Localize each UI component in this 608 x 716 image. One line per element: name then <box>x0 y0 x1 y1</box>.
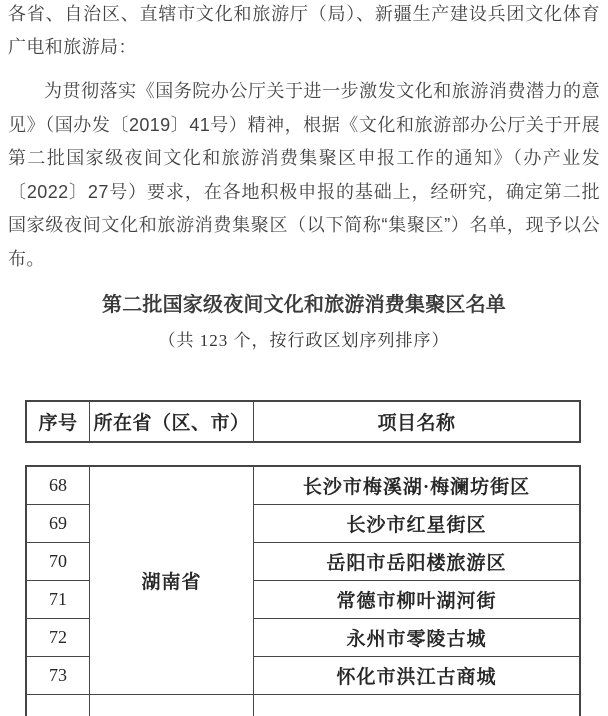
row-serial-number: 68 <box>26 466 90 505</box>
province-cell: 湖南省 <box>90 466 254 695</box>
table-header-row <box>26 401 580 442</box>
row-serial-number: 69 <box>26 505 90 543</box>
table-row <box>26 466 580 505</box>
project-name: 常德市柳叶湖河街 <box>254 581 581 619</box>
project-name: 岳阳市岳阳楼旅游区 <box>254 543 581 581</box>
salutation-line: 各省、自治区、直辖市文化和旅游厅（局）、新疆生产建设兵团文化体育广电和旅游局： <box>8 4 600 57</box>
table-row-partial <box>26 695 580 716</box>
project-name: 长沙市红星街区 <box>254 505 581 543</box>
row-serial-number: 72 <box>26 619 90 657</box>
header-col-serial-number: 序号 <box>26 401 90 442</box>
row-serial-number: 70 <box>26 543 90 581</box>
row-serial-number: 73 <box>26 657 90 695</box>
project-name-empty <box>254 695 581 716</box>
list-subtitle: （共 123 个，按行政区划序列排序） <box>158 331 450 350</box>
body-paragraph: 为贯彻落实《国务院办公厅关于进一步激发文化和旅游消费潜力的意见》（国办发〔2019〕41号）精神，根据《文化和旅游部办公厅关于开展第二批国家级夜间文化和旅游消费集聚区申报工作的通知》（办产业发〔2022〕27号）要求，在各地积极申报的基础上，经研究，确定第二批国家级夜间文化和旅游消费集聚区（以下简称“集聚区”）名单，现予以公布。 <box>8 81 600 269</box>
project-name: 永州市零陵古城 <box>254 619 581 657</box>
row-serial-number: 71 <box>26 581 90 619</box>
list-title: 第二批国家级夜间文化和旅游消费集聚区名单 <box>102 294 506 316</box>
province-cell-empty <box>90 695 254 716</box>
row-serial-number-empty <box>26 695 90 716</box>
project-name: 长沙市梅溪湖·梅澜坊街区 <box>254 466 581 505</box>
table-header <box>25 400 581 443</box>
header-col-project-name: 项目名称 <box>254 401 581 442</box>
project-name: 怀化市洪江古商城 <box>254 657 581 695</box>
header-col-province: 所在省（区、市） <box>90 401 254 442</box>
table-body <box>25 465 581 716</box>
